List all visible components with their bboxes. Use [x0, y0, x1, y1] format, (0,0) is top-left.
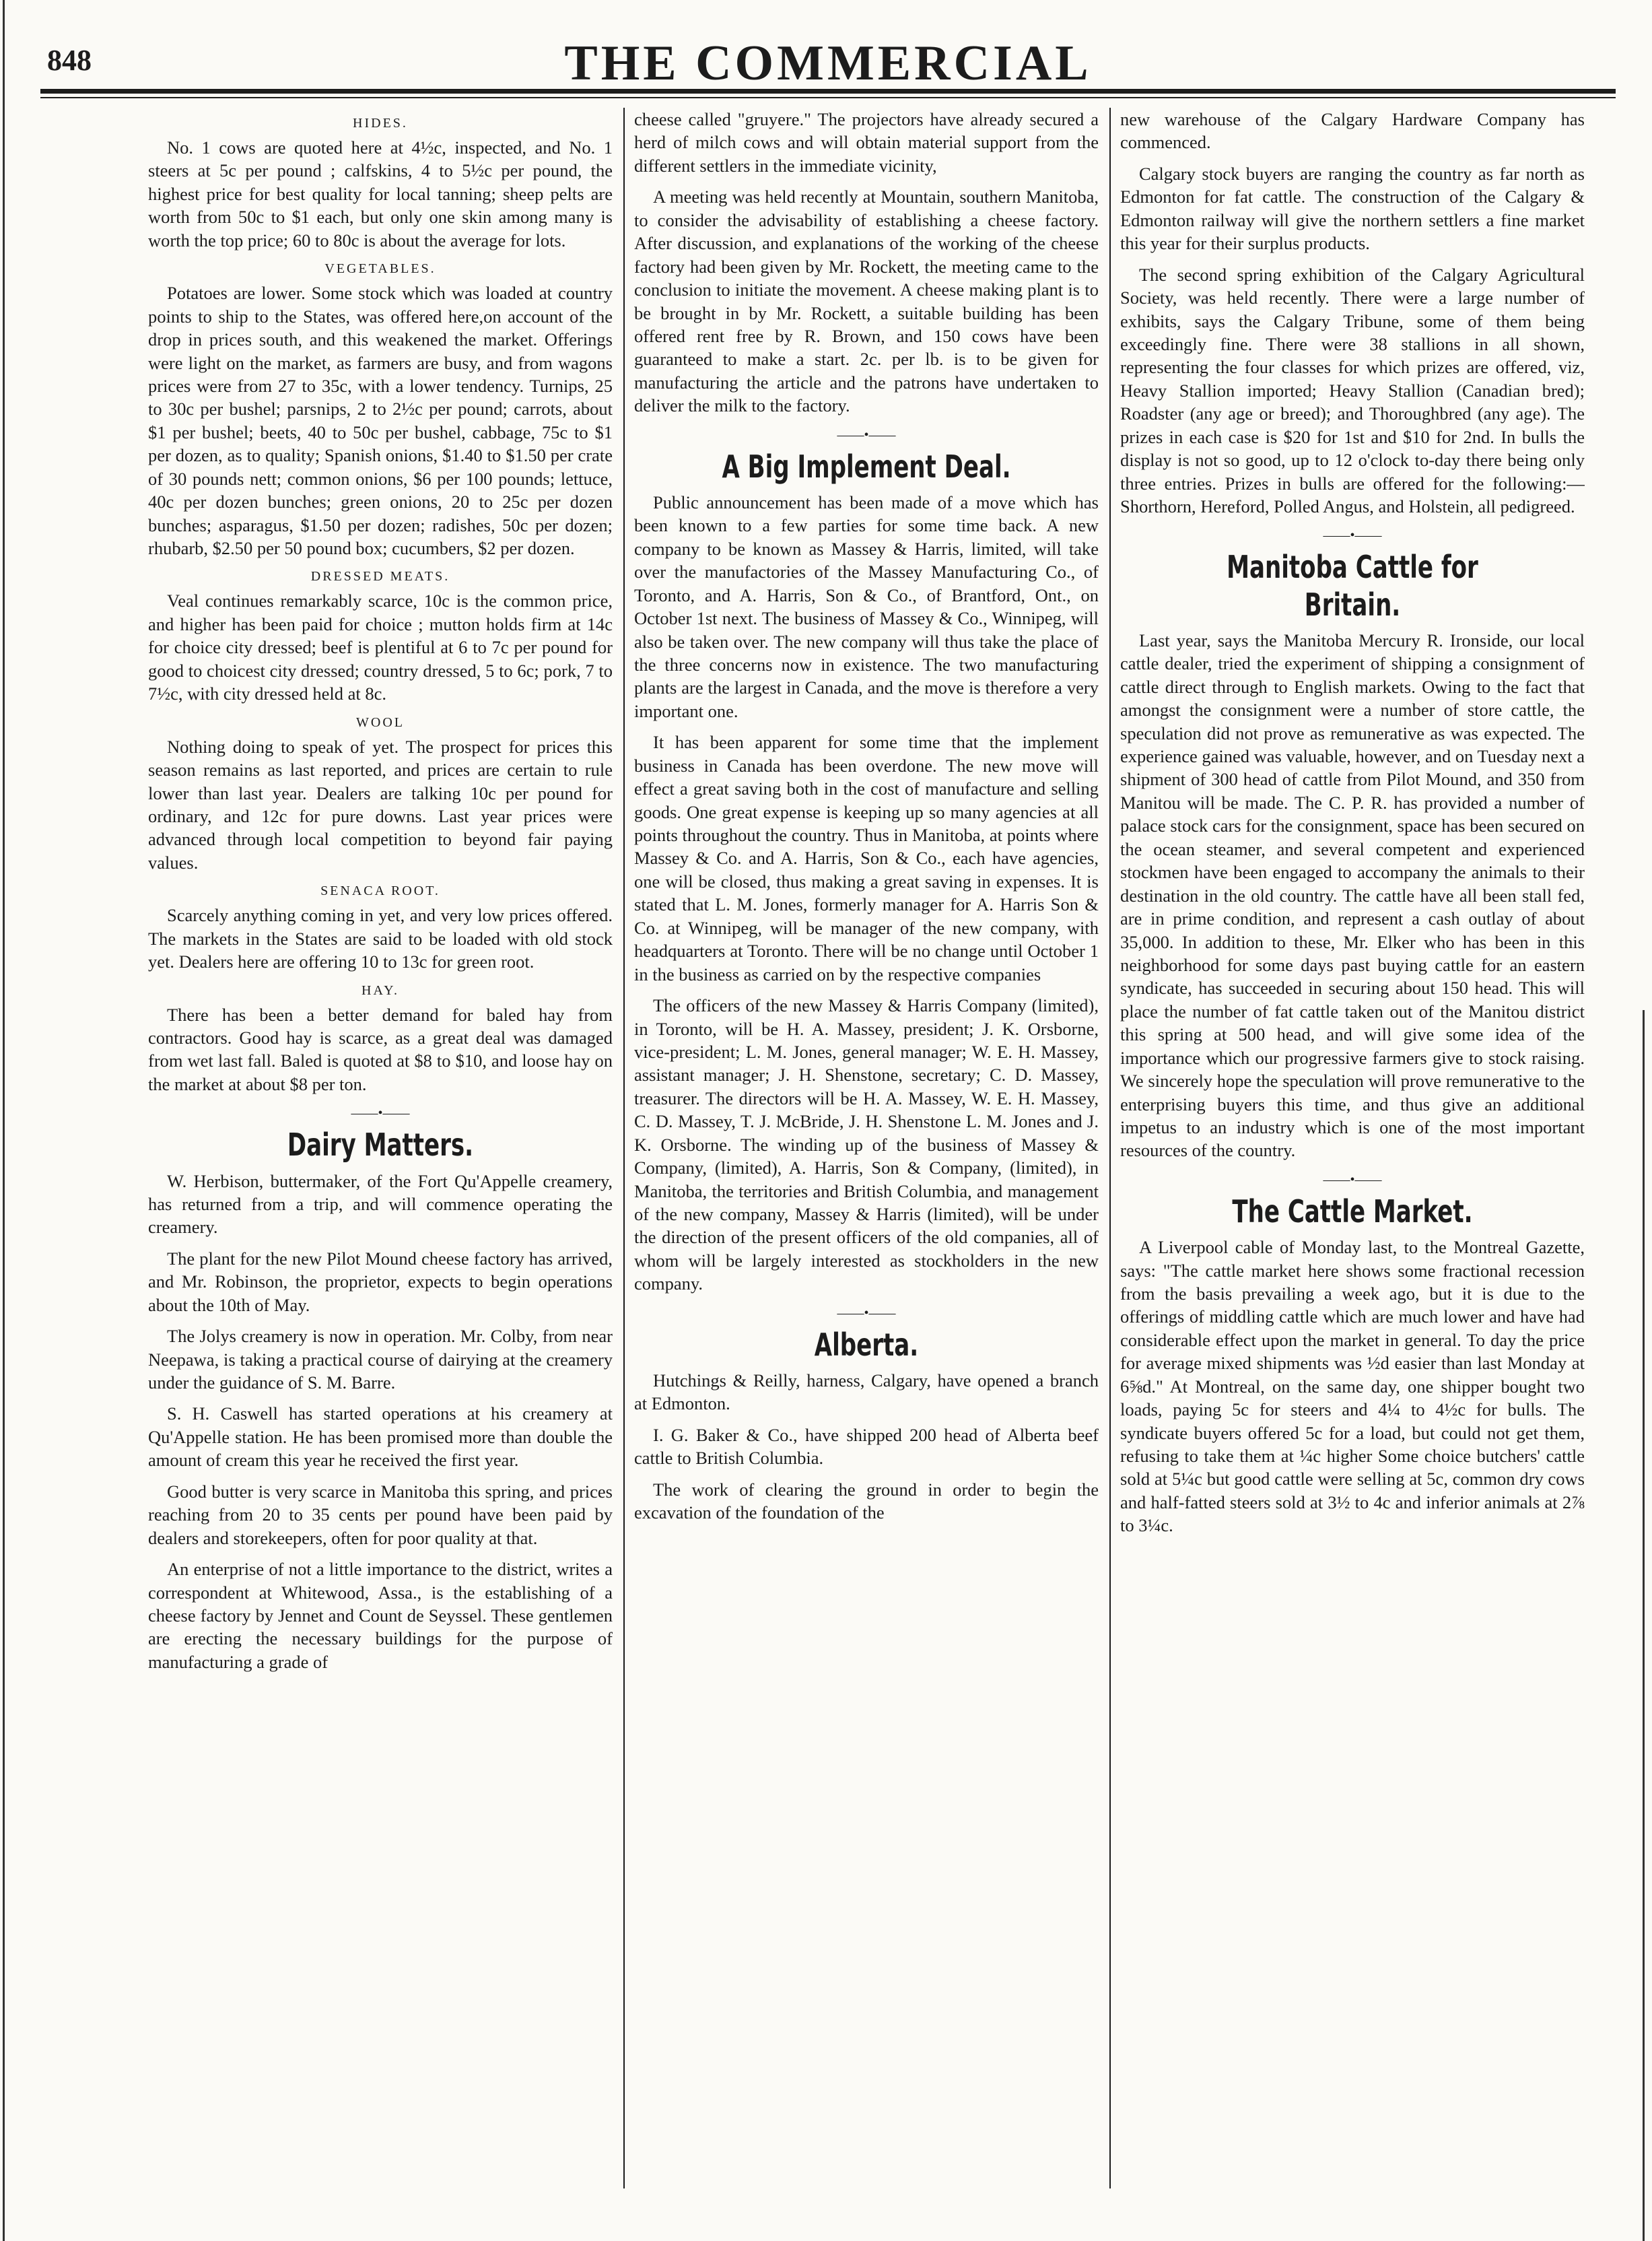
- column-divider: [623, 108, 625, 2188]
- page-number: 848: [47, 44, 92, 77]
- masthead-title: THE COMMERCIAL: [564, 36, 1092, 91]
- section-subhead-hay: HAY.: [362, 982, 399, 998]
- paragraph: cheese called "gruyere." The projectors have already secured a herd of milch cows and will obtain material support from the different settlers in the immediate vicinity,: [634, 109, 1099, 176]
- column-divider: [1109, 108, 1111, 2188]
- paragraph: The second spring exhibition of the Calgary Agricultural Society, was held recently. There were a large number of exhibits, says the Calgary Tribune, some of them being exceedingly fine. There were 38 stallions in all shown, representing the four classes for which prizes are offered, viz, Heavy Stallion imported; Heavy Stallion (Canadian bred); Roadster (any age or breed); and Thoroughbred (any age). The prizes in each case is $20 for 1st and $10 for 2nd. In bulls the display is not so good, up to 12 o'clock to-day there being only three entries. Prizes in bulls are offered for the following:—Shorthorn, Hereford, Polled Angus, and Holstein, all pedigreed.: [1120, 264, 1585, 516]
- column-2: [634, 108, 1099, 2229]
- paragraph: Public announcement has been made of a move which has been known to a few parties for some time back. A new company to be known as Massey & Harris, limited, will take over the manufactories of the Massey Manufacturing Co., of Toronto, and A. Harris, Son & Co., of Brantford, Ont., on October 1st next. The business of Massey & Co., Winnipeg, will also be taken over. The new company will thus take the place of the three concerns now in existence. The two manufacturing plants are the largest in Canada, and the move is therefore a very important one.: [634, 492, 1099, 721]
- paragraph: W. Herbison, buttermaker, of the Fort Qu'Appelle creamery, has returned from a trip, and will commence operating the creamery.: [148, 1170, 613, 1238]
- paragraph: Last year, says the Manitoba Mercury R. Ironside, our local cattle dealer, tried the experiment of shipping a consignment of cattle direct through to English markets. Owing to the fact that amongst the consignment were a number of store cattle, the speculation did not prove as remunerative as was expected. The experience gained was valuable, however, and on Tuesday next a shipment of 300 head of cattle from Pilot Mound, and 350 from Manitou will be made. The C. P. R. has provided a number of palace stock cars for the consignment, space has been secured on the ocean steamer, and several competent and experienced stockmen have been engaged to accompany the animals to their destination in the old country. The cattle have all been stall fed, are in prime condition, and represent a cash outlay of about 35,000. In addition to these, Mr. Elker who has been in this neighborhood for some days past buying cattle for an eastern syndicate, has succeeded in securing about 150 head. This will place the number of fat cattle taken out of the Manitou district this spring at 500 head, and will give some idea of the importance which our progressive farmers give to stock raising. We sincerely hope the speculation will prove remunerative to the enterprising buyers this time, and thus give an additional impetus to an industry which is one of the most important resources of the country.: [1120, 630, 1585, 1161]
- headline-implement-deal: A Big Implement Deal.: [722, 448, 1011, 485]
- paragraph: I. G. Baker & Co., have shipped 200 head of Alberta beef cattle to British Columbia.: [634, 1424, 1099, 1469]
- paragraph: Scarcely anything coming in yet, and very low prices offered. The markets in the States are said to be loaded with old stock yet. Dealers here are offering 10 to 13c for green root.: [148, 905, 613, 972]
- header-rule-thin: [40, 97, 1616, 98]
- ornament-divider: ——•——: [351, 1106, 410, 1121]
- ornament-divider: ——•——: [837, 1305, 896, 1320]
- paragraph: Potatoes are lower. Some stock which was loaded at country points to ship to the States, was offered here,on account of the drop in prices south, and this weakened the market. Offerings were light on the market, as farmers are busy, and from wagons prices were from 27 to 35c, with a lower tendency. Turnips, 25 to 30c per bushel; parsnips, 2 to 2½c per pound; carrots, about $1 per bushel; beets, 40 to 50c per bushel, cabbage, 75c to $1 per dozen, as to quality; Spanish onions, $1.40 to $1.50 per crate of 30 pounds nett; common onions, $6 per 100 pounds; lettuce, 40c per dozen bunches; green onions, 20 to 25c per dozen bunches; asparagus, $1.50 per dozen; radishes, 50c per dozen; rhubarb, $2.50 per 50 pound box; cucumbers, $2 per dozen.: [148, 283, 613, 558]
- header-rule: [40, 89, 1616, 94]
- paragraph: Good butter is very scarce in Manitoba this spring, and prices reaching from 20 to 35 cents per pound have been paid by dealers and storekeepers, often for poor quality at that.: [148, 1481, 613, 1548]
- paragraph: Calgary stock buyers are ranging the country as far north as Edmonton for fat cattle. The construction of the Calgary & Edmonton railway will give the northern settlers a fine market this year for their surplus products.: [1120, 163, 1585, 254]
- headline-alberta: Alberta.: [814, 1326, 919, 1363]
- section-subhead-hides: HIDES.: [353, 116, 408, 131]
- headline-cattle-market: The Cattle Market.: [1232, 1193, 1473, 1230]
- ornament-divider: ——•——: [1323, 528, 1382, 543]
- paragraph: Veal continues remarkably scarce, 10c is the common price, and higher has been paid for choice ; mutton holds firm at 14c for choice city dressed; beef is plentiful at 6 to 7c per pound for good to choicest city dressed; country dressed, 5 to 6c; pork, 7 to 7½c, with city dressed held at 8c.: [148, 591, 613, 704]
- paragraph: Hutchings & Reilly, harness, Calgary, have opened a branch at Edmonton.: [634, 1370, 1099, 1414]
- page-header: [40, 27, 1616, 94]
- headline-manitoba-cattle: Manitoba Cattle for Britain.: [1227, 549, 1478, 623]
- column-3: [1120, 108, 1585, 2229]
- paragraph: S. H. Caswell has started operations at his creamery at Qu'Appelle station. He has been promised more than double the amount of cream this year he received the first year.: [148, 1403, 613, 1471]
- paragraph: The officers of the new Massey & Harris Company (limited), in Toronto, will be H. A. Massey, president; J. K. Orsborne, vice-president; L. M. Jones, general manager; W. E. H. Massey, assistant manager; J. H. Shenstone, secretary; C. D. Massey, treasurer. The directors will be H. A. Massey, W. E. H. Massey, C. D. Massey, T. J. McBride, J. H. Shenstone L. M. Jones and J. K. Orsborne. The winding up of the business of Massey & Company, (limited), A. Harris, Son & Company, (limited), in Manitoba, the territories and British Columbia, and management of the new company, Massey & Harris (limited), will be under the direction of the present officers of the old companies, all of whom will be largely interested as stockholders in the new company.: [634, 995, 1099, 1294]
- section-subhead-dressed-meats: DRESSED MEATS.: [310, 569, 450, 584]
- paragraph: Nothing doing to speak of yet. The prospect for prices this season remains as last reported, and prices are certain to rule lower than last year. Dealers are talking 10c per pound for ordinary, and 12c for pure downs. Last year prices were advanced through local competition to beyond fair paying values.: [148, 736, 613, 873]
- paragraph: The Jolys creamery is now in operation. Mr. Colby, from near Neepawa, is taking a practical course of dairying at the creamery under the guidance of S. M. Barre.: [148, 1326, 613, 1393]
- paragraph: A meeting was held recently at Mountain, southern Manitoba, to consider the advisability of establishing a cheese factory. After discussion, and explanations of the working of the cheese factory had been given by Mr. Rockett, the meeting came to the conclusion to initiate the movement. A cheese making plant is to be brought in by Mr. Rockett, a suitable building has been offered rent free by R. Brown, and 150 cows have been guaranteed to make a start. 2c. per lb. is to be given for manufacturing the article and the patrons have undertaken to deliver the milk to the factory.: [634, 187, 1099, 416]
- ornament-divider: ——•——: [837, 427, 896, 442]
- ornament-divider: ——•——: [1323, 1172, 1382, 1187]
- paragraph: new warehouse of the Calgary Hardware Company has commenced.: [1120, 109, 1585, 153]
- page-edge-line: [1643, 1010, 1645, 2241]
- section-subhead-wool: WOOL: [356, 714, 405, 730]
- column-1: [148, 108, 613, 2229]
- paragraph: The plant for the new Pilot Mound cheese factory has arrived, and Mr. Robinson, the proprietor, expects to begin operations about the 10th of May.: [148, 1248, 613, 1315]
- paragraph: There has been a better demand for baled hay from contractors. Good hay is scarce, as a great deal was damaged from wet last fall. Baled is quoted at $8 to $10, and loose hay on the market at about $8 per ton.: [148, 1004, 613, 1094]
- paragraph: It has been apparent for some time that the implement business in Canada has been overdone. The new move will effect a great saving both in the cost of manufacture and selling goods. One great expense is keeping up so many agencies at all points throughout the country. Thus in Manitoba, at points where Massey & Co. and A. Harris, Son & Co., each have agencies, one will be closed, thus making a great saving in expenses. It is stated that L. M. Jones, formerly manager for A. Harris Son & Co. at Winnipeg, will be manager of the new company, with headquarters at Toronto. There will be no change until October 1 in the business as carried on by the respective companies: [634, 732, 1099, 984]
- headline-dairy-matters: Dairy Matters.: [287, 1127, 474, 1164]
- paragraph: No. 1 cows are quoted here at 4½c, inspected, and No. 1 steers at 5c per pound ; calfskins, 4 to 5½c per pound, the highest price for best quality for local tanning; sheep pelts are worth from 50c to $1 each, but only one skin among many is worth the top price; 60 to 80c is about the average for lots.: [148, 137, 613, 250]
- section-subhead-senaca-root: SENACA ROOT.: [320, 883, 440, 899]
- section-subhead-vegetables: VEGETABLES.: [324, 261, 436, 277]
- paragraph: The work of clearing the ground in order to begin the excavation of the foundation of the: [634, 1479, 1099, 1523]
- paragraph: An enterprise of not a little importance to the district, writes a correspondent at Whitewood, Assa., is the establishing of a cheese factory by Jennet and Count de Seyssel. These gentlemen are erecting the necessary buildings for the purpose of manufacturing a grade of: [148, 1559, 613, 1672]
- page-edge-line: [3, 0, 5, 2241]
- paragraph: A Liverpool cable of Monday last, to the Montreal Gazette, says: "The cattle market here shows some fractional recession from the basis prevailing a week ago, but it is due to the offerings of middling cattle which are much lower and have had considerable effect upon the market in general. To day the price for average mixed shipments was ½d easier than last Monday at 6⅝d." At Montreal, on the same day, one shipper bought two loads, paying 5c for steers and 4¼ to 4½c for bulls. The syndicate buyers offered 5c for a load, but could not get them, refusing to take them at ¼c higher Some choice butchers' cattle sold at 5¼c but good cattle were selling at 5c, common dry cows and half-fatted steers sold at 3½ to 4c and inferior animals at 2⅞ to 3¼c.: [1120, 1237, 1585, 1536]
